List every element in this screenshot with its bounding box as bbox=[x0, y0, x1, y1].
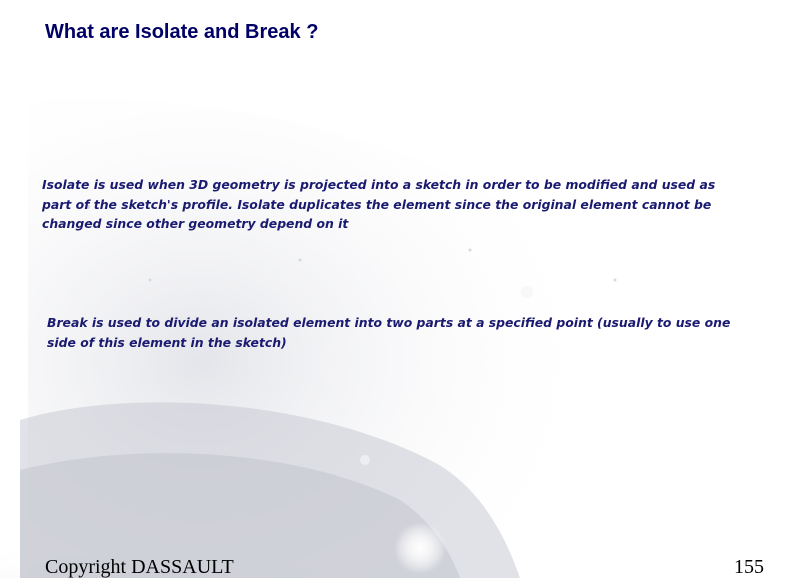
isolate-description: Isolate is used when 3D geometry is projected into a sketch in order to be modified and used as part of the sketch's profile. Isolate duplicates the element since the original element cannot be changed since other geometry depend on it bbox=[42, 177, 716, 231]
slide-title: What are Isolate and Break ? bbox=[45, 21, 319, 43]
page-number: 155 bbox=[734, 556, 764, 578]
break-description: Break is used to divide an isolated element into two parts at a specified point (usually to use one side of this element in the sketch) bbox=[47, 315, 731, 350]
star-icon bbox=[521, 286, 533, 298]
copyright-footer: Copyright DASSAULT bbox=[45, 556, 234, 578]
